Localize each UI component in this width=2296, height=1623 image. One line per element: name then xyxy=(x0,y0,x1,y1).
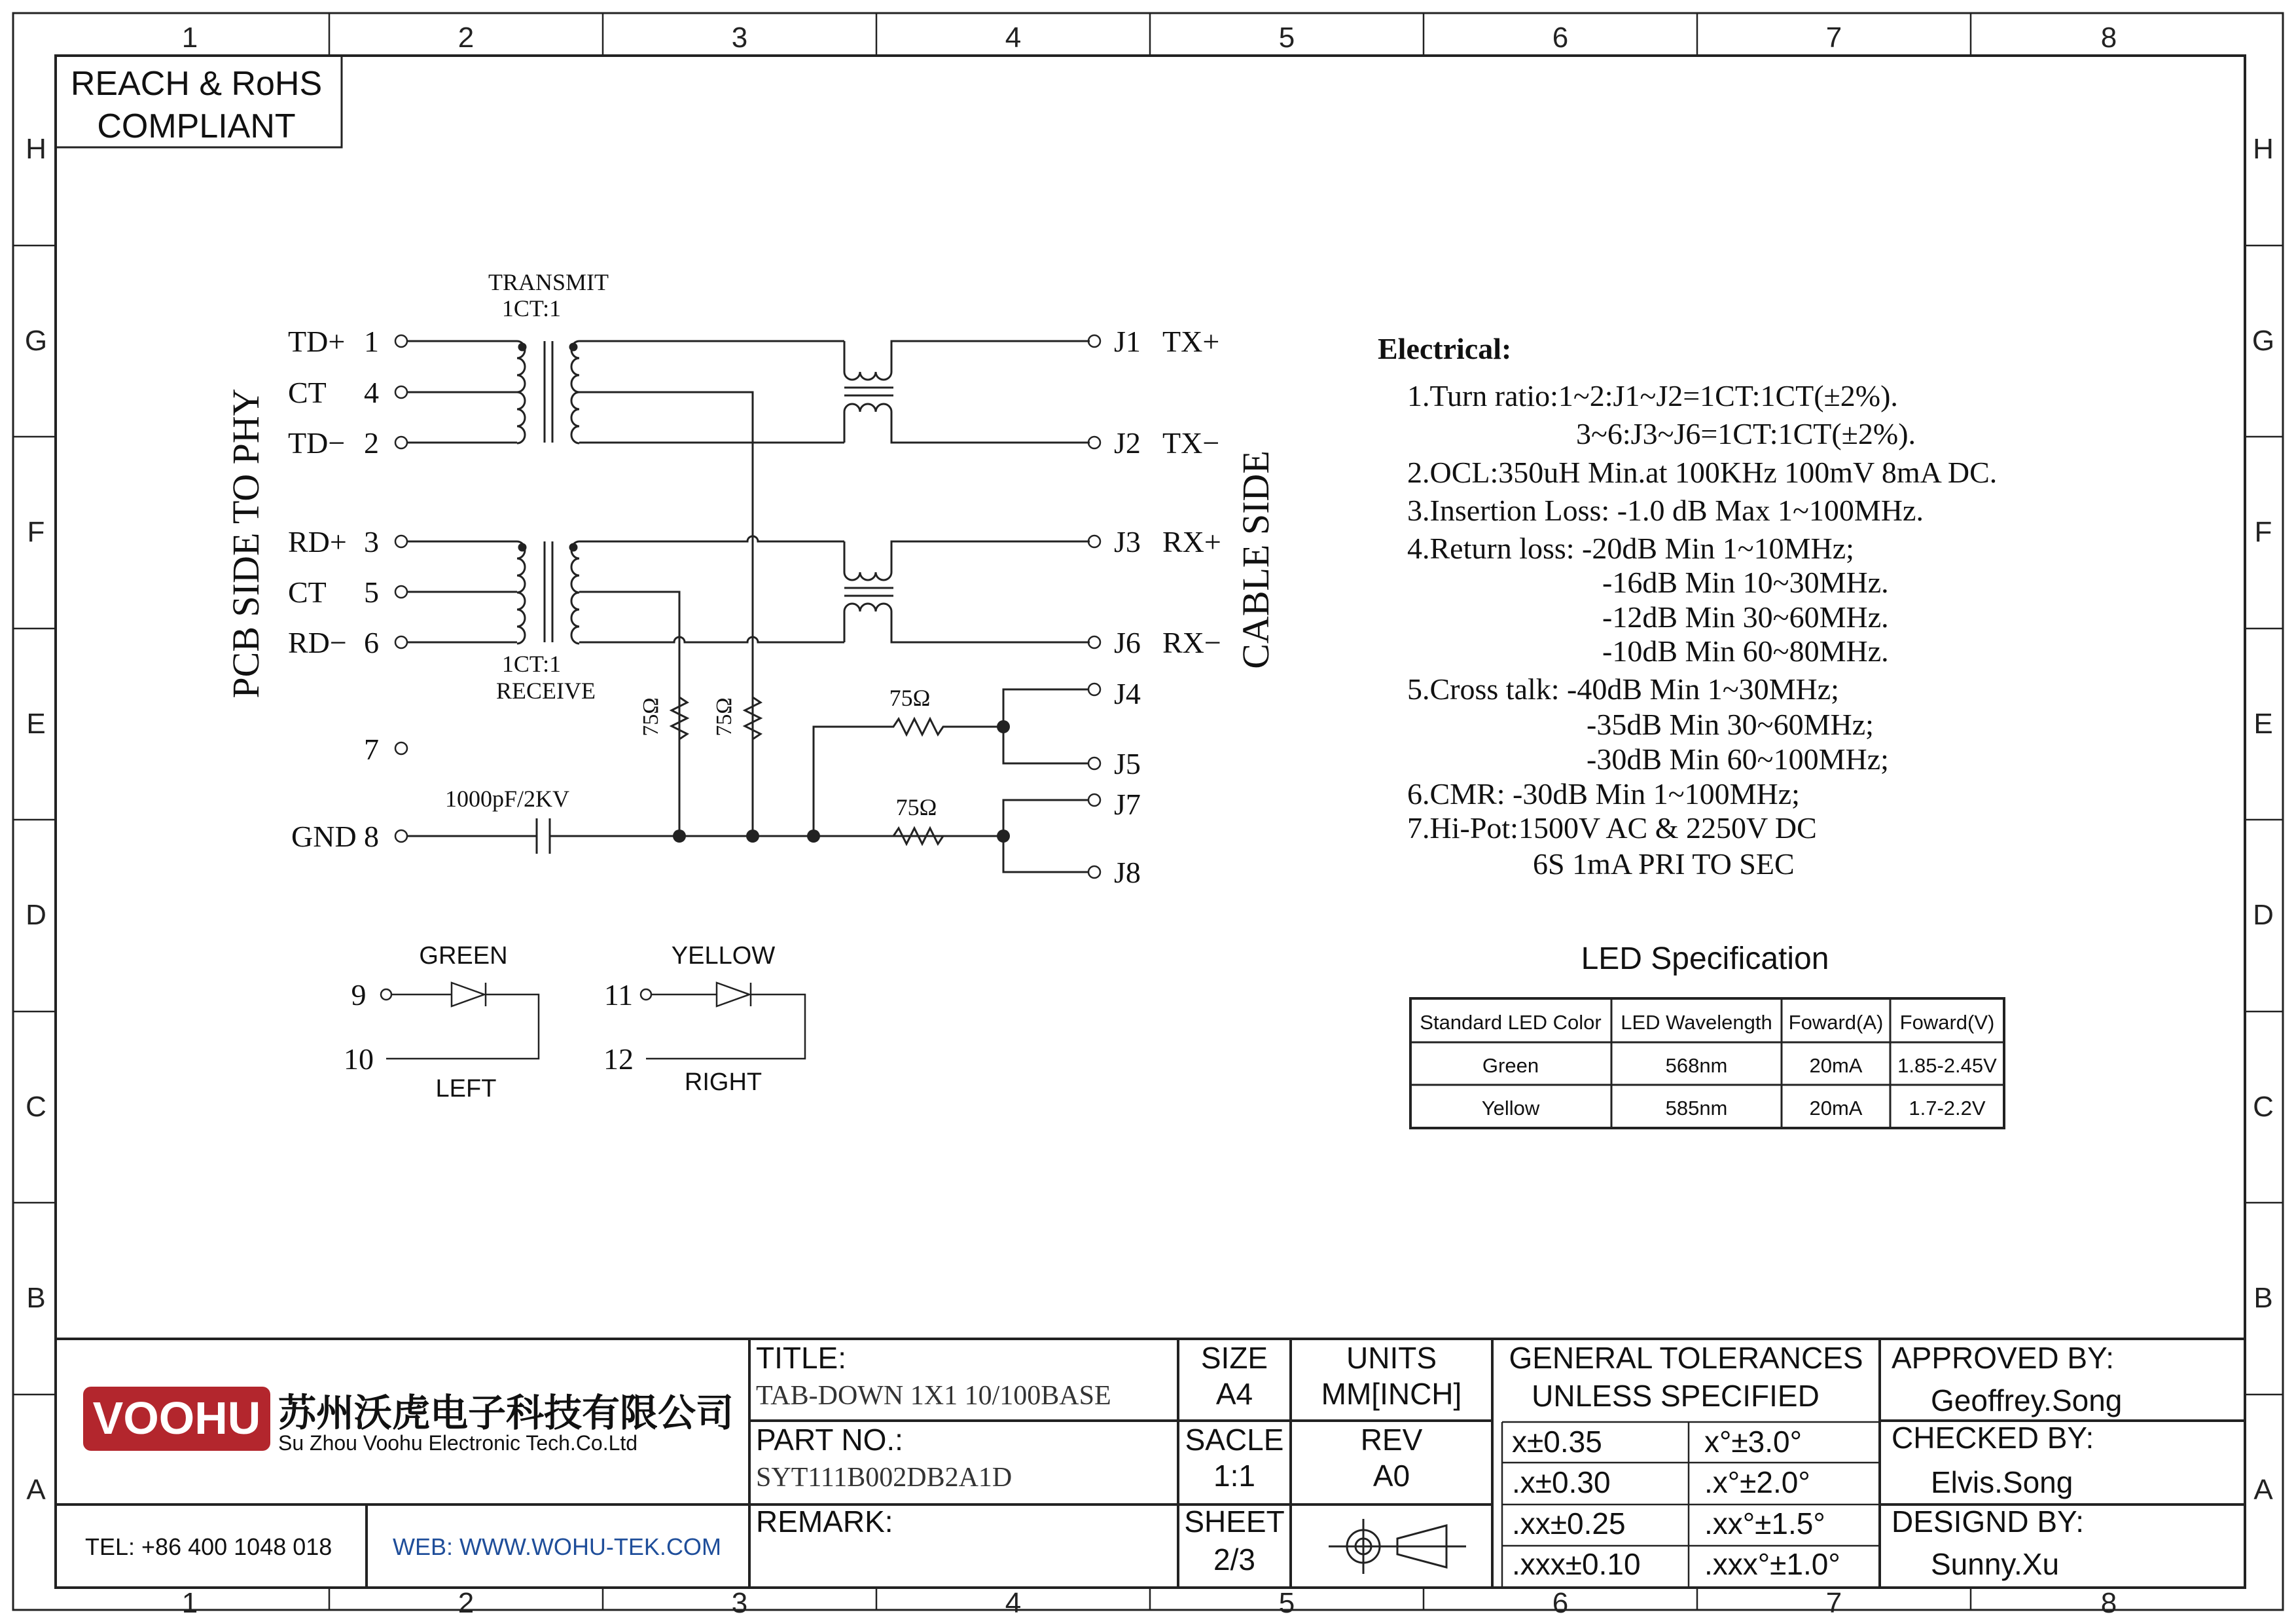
pin-name: J6 xyxy=(1114,626,1141,659)
led-pin: 12 xyxy=(603,1042,634,1076)
designed-value: Sunny.Xu xyxy=(1931,1547,2060,1581)
rx-cmc-top xyxy=(844,541,1090,580)
pin-number: 4 xyxy=(364,376,379,409)
row-label: D xyxy=(26,899,46,931)
row-label: H xyxy=(26,133,46,165)
row-label: E xyxy=(2253,708,2273,740)
tx-secondary-coil xyxy=(571,341,579,443)
column-labels xyxy=(182,22,2117,1619)
pin-name: TD− xyxy=(288,426,346,460)
row-label: B xyxy=(26,1282,46,1314)
col-label: 4 xyxy=(1005,1587,1022,1619)
checked-label: CHECKED BY: xyxy=(1892,1421,2094,1455)
col-label: 5 xyxy=(1278,1587,1295,1619)
pin-name: J4 xyxy=(1114,677,1141,710)
spec-line: -30dB Min 60~100MHz; xyxy=(1587,742,1889,776)
dot-marker xyxy=(570,544,577,551)
electrical-spec xyxy=(1378,332,1997,881)
tolerance-cell: .x°±2.0° xyxy=(1704,1465,1810,1499)
receive-label: RECEIVE xyxy=(496,678,596,704)
company-name-en: Su Zhou Voohu Electronic Tech.Co.Ltd xyxy=(278,1431,638,1455)
rev-label: REV xyxy=(1360,1423,1423,1457)
row-label: H xyxy=(2253,133,2274,165)
table-header: Foward(V) xyxy=(1899,1011,1995,1034)
table-cell: Yellow xyxy=(1481,1097,1540,1120)
table-cell: 20mA xyxy=(1809,1054,1863,1077)
table-header: LED Wavelength xyxy=(1621,1011,1772,1034)
pin-name: J3 xyxy=(1114,525,1141,558)
pin-number: 5 xyxy=(364,575,379,609)
table-cell: 568nm xyxy=(1665,1054,1728,1077)
dot-marker xyxy=(519,544,526,551)
tel-text: TEL: +86 400 1048 018 xyxy=(85,1533,332,1560)
table-header: Standard LED Color xyxy=(1420,1011,1602,1034)
compliance-line2: COMPLIANT xyxy=(97,107,296,145)
spec-line: -10dB Min 60~80MHz. xyxy=(1602,634,1889,668)
pin-name: TD+ xyxy=(288,325,346,358)
spec-line: 3~6:J3~J6=1CT:1CT(±2%). xyxy=(1576,417,1916,450)
size-label: SIZE xyxy=(1200,1341,1268,1375)
spec-line: 6S 1mA PRI TO SEC xyxy=(1533,847,1795,881)
compliance-line1: REACH & RoHS xyxy=(70,65,323,103)
rx-ct-lead xyxy=(579,592,679,831)
pin-number: 7 xyxy=(364,733,379,766)
row-label: C xyxy=(2253,1091,2274,1123)
title-block xyxy=(56,1339,2245,1588)
tx-secondary-leads xyxy=(579,341,844,836)
row-label: C xyxy=(26,1091,46,1123)
rev-value: A0 xyxy=(1372,1459,1410,1493)
company-logo xyxy=(83,1387,270,1451)
col-label: 7 xyxy=(1825,22,1842,54)
rx-secondary-coil xyxy=(571,541,579,644)
led-spec-table xyxy=(1410,941,2004,1128)
checked-value: Elvis.Song xyxy=(1931,1465,2073,1499)
approved-label: APPROVED BY: xyxy=(1892,1341,2115,1375)
pin-signal: TX+ xyxy=(1162,325,1220,358)
projection-symbol-icon xyxy=(1329,1519,1466,1574)
col-label: 2 xyxy=(457,1587,475,1619)
pin-name: CT xyxy=(288,376,327,409)
compliance-box xyxy=(56,56,342,147)
tolerance-cell: x°±3.0° xyxy=(1704,1425,1802,1459)
rx-primary-coil xyxy=(517,541,525,644)
remark-label: REMARK: xyxy=(756,1504,893,1539)
row-label: F xyxy=(27,516,45,548)
receive-ratio: 1CT:1 xyxy=(501,651,562,677)
led-pin: 9 xyxy=(351,978,367,1012)
pin-name: J2 xyxy=(1114,426,1141,460)
row-label: A xyxy=(2253,1474,2273,1506)
pin-signal: TX− xyxy=(1162,426,1220,460)
led-pin: 10 xyxy=(344,1042,374,1076)
spec-line: -35dB Min 30~60MHz; xyxy=(1587,708,1874,741)
pin-name: J7 xyxy=(1114,788,1141,821)
tolerance-cell: .x±0.30 xyxy=(1512,1465,1611,1499)
spec-line: 7.Hi-Pot:1500V AC & 2250V DC xyxy=(1407,811,1817,845)
pin-name: CT xyxy=(288,575,327,609)
table-cell: 1.7-2.2V xyxy=(1909,1097,1986,1120)
pin-name: RD− xyxy=(288,626,347,659)
resistor-label: 75Ω xyxy=(889,685,931,711)
cable-side-label: CABLE SIDE xyxy=(1234,450,1277,669)
pcb-side-label: PCB SIDE TO PHY xyxy=(224,388,267,699)
part-label: PART NO.: xyxy=(756,1423,903,1457)
tx-primary-leads xyxy=(407,341,517,443)
col-label: 7 xyxy=(1825,1587,1842,1619)
resistor-label: 75Ω xyxy=(712,697,736,737)
logo-text: VOOHU xyxy=(92,1393,261,1444)
tx-cmc-bottom xyxy=(844,404,1090,443)
scale-value: 1:1 xyxy=(1213,1459,1255,1493)
pin-name: RD+ xyxy=(288,525,347,558)
j4-j5-link xyxy=(1003,689,1088,763)
right-terminals xyxy=(1088,335,1100,878)
transmit-ratio: 1CT:1 xyxy=(501,295,562,321)
table-cell: 20mA xyxy=(1809,1097,1863,1120)
tolerances-subtitle: UNLESS SPECIFIED xyxy=(1532,1379,1820,1413)
row-label: F xyxy=(2254,516,2272,548)
spec-line: 5.Cross talk: -40dB Min 1~30MHz; xyxy=(1407,672,1839,706)
resistor-label: 75Ω xyxy=(639,697,663,737)
col-label: 4 xyxy=(1005,22,1022,54)
approved-value: Geoffrey.Song xyxy=(1931,1383,2123,1417)
tx-cmc-top xyxy=(844,341,1090,380)
led-pin: 11 xyxy=(603,978,634,1012)
electrical-title: Electrical: xyxy=(1378,332,1512,365)
dot-marker xyxy=(519,344,526,350)
led-yellow xyxy=(603,942,805,1096)
sheet-value: 2/3 xyxy=(1213,1542,1255,1577)
col-label: 3 xyxy=(731,1587,748,1619)
tolerance-cell: .xx±0.25 xyxy=(1512,1506,1626,1541)
pin-name: GND xyxy=(291,820,357,853)
size-value: A4 xyxy=(1215,1377,1253,1411)
row-label: D xyxy=(2253,899,2274,931)
sheet-label: SHEET xyxy=(1184,1504,1285,1539)
part-value: SYT111B002DB2A1D xyxy=(756,1463,1013,1493)
capacitor-label: 1000pF/2KV xyxy=(444,786,570,812)
pin-signal: RX− xyxy=(1162,626,1221,659)
pin-signal: RX+ xyxy=(1162,525,1221,558)
row-label: E xyxy=(26,708,46,740)
spec-line: 6.CMR: -30dB Min 1~100MHz; xyxy=(1407,777,1800,811)
col-label: 3 xyxy=(731,22,748,54)
col-label: 6 xyxy=(1552,22,1569,54)
designed-label: DESIGND BY: xyxy=(1892,1504,2084,1539)
spec-line: 2.OCL:350uH Min.at 100KHz 100mV 8mA DC. xyxy=(1407,456,1998,489)
schematic xyxy=(224,269,1277,1103)
rx-cmc-bottom xyxy=(844,604,1090,642)
pin-number: 3 xyxy=(364,525,379,558)
title-label: TITLE: xyxy=(756,1341,847,1375)
pin-number: 1 xyxy=(364,325,379,358)
led-right-label: RIGHT xyxy=(684,1068,762,1096)
tolerance-cell: .xxx±0.10 xyxy=(1512,1547,1641,1581)
row-label: B xyxy=(2253,1282,2273,1314)
col-label: 2 xyxy=(457,22,475,54)
tx-primary-coil xyxy=(517,341,525,443)
dot-marker xyxy=(570,344,577,350)
pin-number: 8 xyxy=(364,820,379,853)
web-link[interactable]: WEB: WWW.WOHU-TEK.COM xyxy=(393,1533,721,1560)
spec-line: 3.Insertion Loss: -1.0 dB Max 1~100MHz. xyxy=(1407,494,1924,527)
spec-line: -16dB Min 10~30MHz. xyxy=(1602,566,1889,599)
table-cell: 1.85-2.45V xyxy=(1897,1054,1997,1077)
pin-name: J8 xyxy=(1114,856,1141,889)
resistor-r4 xyxy=(893,828,1003,844)
left-pin-labels xyxy=(288,325,379,853)
resistor-label: 75Ω xyxy=(895,794,937,820)
row-label: G xyxy=(24,325,48,357)
left-terminals xyxy=(395,335,407,842)
rx-secondary-leads xyxy=(579,536,844,642)
spec-line: 1.Turn ratio:1~2:J1~J2=1CT:1CT(±2%). xyxy=(1407,379,1898,412)
col-label: 5 xyxy=(1278,22,1295,54)
tolerance-cell: .xx°±1.5° xyxy=(1704,1506,1825,1541)
spec-line: 4.Return loss: -20dB Min 1~10MHz; xyxy=(1407,532,1854,565)
junction-dots xyxy=(673,720,1010,843)
units-label: UNITS xyxy=(1346,1341,1437,1375)
led-spec-title: LED Specification xyxy=(1581,941,1829,976)
pin-name: J1 xyxy=(1114,325,1141,358)
led-yellow-label: YELLOW xyxy=(671,942,776,970)
spec-line: -12dB Min 30~60MHz. xyxy=(1602,600,1889,634)
col-label: 8 xyxy=(2100,1587,2117,1619)
pin-number: 2 xyxy=(364,426,379,460)
led-green-label: GREEN xyxy=(419,942,508,970)
tolerances-title: GENERAL TOLERANCES xyxy=(1509,1341,1863,1375)
table-header: Foward(A) xyxy=(1788,1011,1884,1034)
pin-number: 6 xyxy=(364,626,379,659)
scale-label: SACLE xyxy=(1185,1423,1284,1457)
row-label: A xyxy=(26,1474,46,1506)
led-green xyxy=(344,942,539,1103)
j7-j8-link xyxy=(1003,800,1088,872)
right-pin-labels xyxy=(1114,325,1221,889)
pin-name: J5 xyxy=(1114,747,1141,780)
col-label: 8 xyxy=(2100,22,2117,54)
transmit-label: TRANSMIT xyxy=(488,269,609,295)
row-labels xyxy=(25,133,2274,1506)
col-label: 1 xyxy=(181,1587,198,1619)
row-label: G xyxy=(2251,325,2275,357)
tolerance-cell: .xxx°±1.0° xyxy=(1704,1547,1840,1581)
title-value: TAB-DOWN 1X1 10/100BASE xyxy=(756,1381,1111,1411)
table-cell: Green xyxy=(1482,1054,1539,1077)
col-label: 6 xyxy=(1552,1587,1569,1619)
led-left-label: LEFT xyxy=(435,1075,497,1103)
col-label: 1 xyxy=(181,22,198,54)
tolerance-cell: x±0.35 xyxy=(1512,1425,1602,1459)
company-name-cn: 苏州沃虎电子科技有限公司 xyxy=(278,1392,734,1434)
table-cell: 585nm xyxy=(1665,1097,1728,1120)
rx-primary-leads xyxy=(407,541,517,642)
units-value: MM[INCH] xyxy=(1321,1377,1462,1411)
